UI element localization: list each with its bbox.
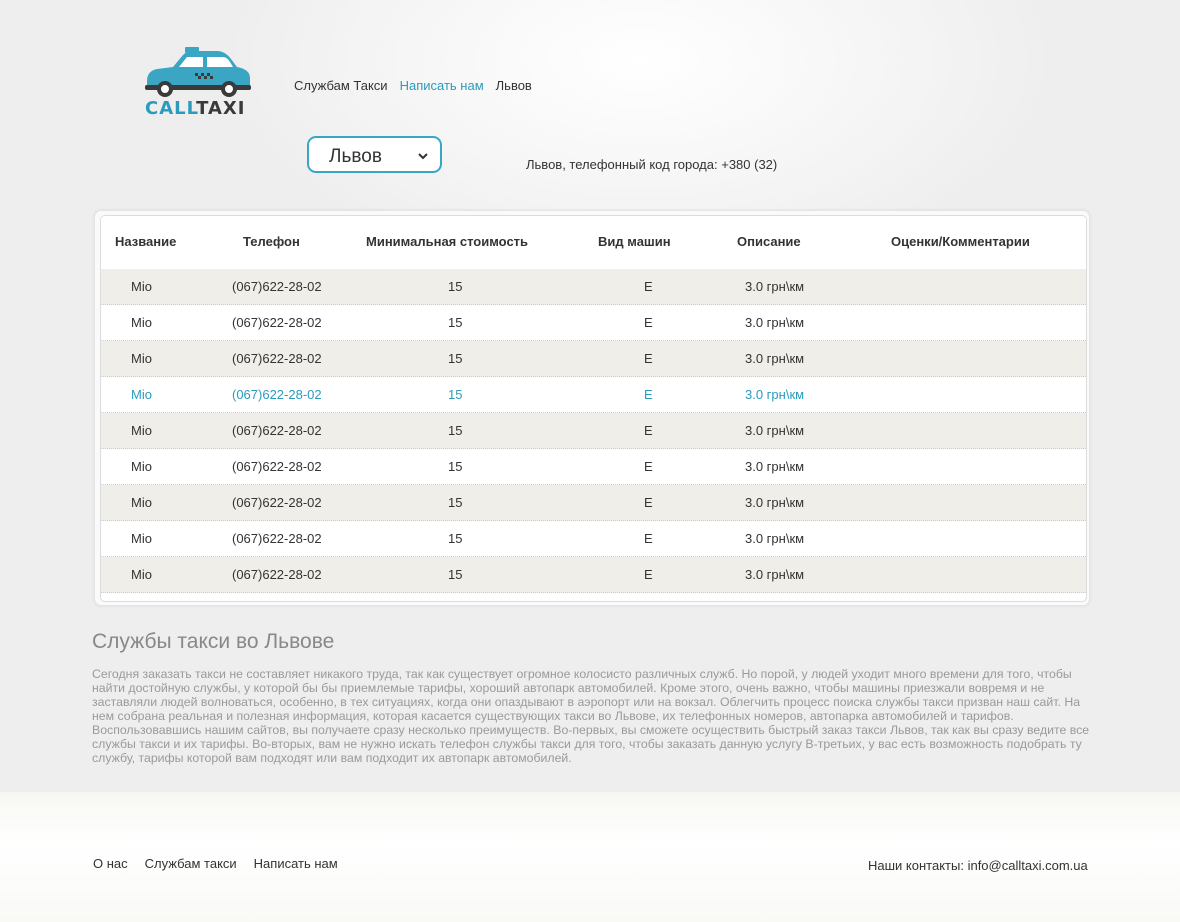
footer-contacts	[868, 858, 1088, 873]
cell-description: 3.0 грн\км	[745, 279, 805, 294]
cell-description: 3.0 грн\км	[745, 423, 805, 438]
cell-name: Mio	[131, 459, 152, 474]
table-row[interactable]	[101, 305, 1086, 341]
cell-phone[interactable]: (067)622-28-02	[232, 567, 322, 582]
cell-car-type: E	[644, 279, 653, 294]
cell-name: Mio	[131, 351, 152, 366]
chevron-down-icon	[418, 148, 428, 164]
table-row[interactable]	[101, 449, 1086, 485]
footer-nav	[93, 856, 355, 871]
table-row[interactable]	[101, 269, 1086, 305]
taxi-services-table	[94, 210, 1090, 606]
cell-car-type: E	[644, 531, 653, 546]
footer-link-contact[interactable]: Написать нам	[253, 856, 338, 871]
cell-phone[interactable]: (067)622-28-02	[232, 351, 322, 366]
cell-car-type: E	[644, 495, 653, 510]
table-body	[101, 269, 1086, 593]
cell-name: Mio	[131, 387, 152, 402]
nav-item-services[interactable]: Службам Такси	[294, 78, 388, 93]
contacts-label: Наши контакты:	[868, 858, 964, 873]
col-header-description[interactable]: Описание	[737, 234, 801, 249]
cell-description: 3.0 грн\км	[745, 315, 805, 330]
table-inner	[100, 215, 1087, 602]
cell-name: Mio	[131, 279, 152, 294]
table-row[interactable]	[101, 557, 1086, 593]
cell-name: Mio	[131, 531, 152, 546]
table-row[interactable]	[101, 377, 1086, 413]
cell-phone[interactable]: (067)622-28-02	[232, 315, 322, 330]
cell-min-cost: 15	[448, 495, 463, 510]
cell-min-cost: 15	[448, 459, 463, 474]
cell-car-type: E	[644, 423, 653, 438]
footer	[0, 792, 1180, 922]
footer-link-about[interactable]: О нас	[93, 856, 128, 871]
footer-link-services[interactable]: Службам такси	[144, 856, 237, 871]
col-header-name[interactable]: Название	[115, 234, 177, 249]
contacts-email[interactable]: info@calltaxi.com.ua	[967, 858, 1088, 873]
table-header	[101, 216, 1086, 270]
cell-phone[interactable]: (067)622-28-02	[232, 279, 322, 294]
section-title: Службы такси во Львове	[92, 630, 335, 653]
cell-description: 3.0 грн\км	[745, 459, 805, 474]
cell-min-cost: 15	[448, 387, 463, 402]
cell-phone[interactable]: (067)622-28-02	[232, 531, 322, 546]
cell-car-type: E	[644, 315, 653, 330]
cell-car-type: E	[644, 351, 653, 366]
cell-description: 3.0 грн\км	[745, 387, 805, 402]
table-row[interactable]	[101, 521, 1086, 557]
section-body: Сегодня заказать такси не составляет никакого труда, так как существует огромное колосисто различных служб. Но порой, у людей уходит много времени для того, чтобы найти достойную службы, у которой бы бы приемлемые тарифы, хороший автопарк автомобилей. Кроме этого, очень важно, чтобы машины приезжали вовремя и не заставляли людей волноваться, особенно, в тех ситуациях, когда они опаздывают в аэропорт или на вокзал. Облегчить процесс поиска службы такси призван наш сайт. На нем собрана реальная и полезная информация, которая касается существующих такси во Львове, их телефонных номеров, автопарка автомобилей и тарифов. Воспользовавшись нашим сайтов, вы получаете сразу несколько преимуществ. Во-первых, вы сможете осуществить быстрый заказ такси Львов, так как вы сразу ведите все службы такси и их тарифы. Во-вторых, вам не нужно искать телефон службы такси для того, чтобы заказать данную услугу В-третьих, у вас есть возможность подобрать ту службу, тарифы которой вам подходят или вам подходит их автопарк автомобилей.	[92, 667, 1090, 765]
table-row[interactable]	[101, 341, 1086, 377]
cell-name: Mio	[131, 567, 152, 582]
brand-taxi: TAXI	[196, 98, 246, 119]
cell-car-type: E	[644, 567, 653, 582]
cell-min-cost: 15	[448, 279, 463, 294]
cell-description: 3.0 грн\км	[745, 531, 805, 546]
cell-phone[interactable]: (067)622-28-02	[232, 423, 322, 438]
cell-min-cost: 15	[448, 351, 463, 366]
nav-item-city[interactable]: Львов	[495, 78, 532, 93]
city-select-value: Львов	[329, 146, 382, 167]
cell-description: 3.0 грн\км	[745, 495, 805, 510]
col-header-car-type[interactable]: Вид машин	[598, 234, 671, 249]
cell-car-type: E	[644, 459, 653, 474]
cell-min-cost: 15	[448, 567, 463, 582]
col-header-ratings[interactable]: Оценки/Комментарии	[891, 234, 1030, 249]
top-nav	[294, 78, 544, 93]
cell-phone[interactable]: (067)622-28-02	[232, 387, 322, 402]
cell-name: Mio	[131, 495, 152, 510]
cell-name: Mio	[131, 423, 152, 438]
brand-wordmark[interactable]	[145, 98, 246, 119]
cell-name: Mio	[131, 315, 152, 330]
cell-description: 3.0 грн\км	[745, 567, 805, 582]
cell-phone[interactable]: (067)622-28-02	[232, 495, 322, 510]
cell-min-cost: 15	[448, 531, 463, 546]
cell-description: 3.0 грн\км	[745, 351, 805, 366]
nav-item-contact[interactable]: Написать нам	[399, 78, 484, 93]
cell-min-cost: 15	[448, 423, 463, 438]
city-phone-code-info: Львов, телефонный код города: +380 (32)	[526, 157, 778, 172]
col-header-min-cost[interactable]: Минимальная стоимость	[366, 234, 529, 249]
table-row[interactable]	[101, 413, 1086, 449]
cell-car-type: E	[644, 387, 653, 402]
table-row[interactable]	[101, 485, 1086, 521]
city-select[interactable]	[307, 136, 442, 173]
col-header-phone[interactable]: Телефон	[243, 234, 300, 249]
cell-min-cost: 15	[448, 315, 463, 330]
brand-call: CALL	[145, 98, 197, 119]
cell-phone[interactable]: (067)622-28-02	[232, 459, 322, 474]
